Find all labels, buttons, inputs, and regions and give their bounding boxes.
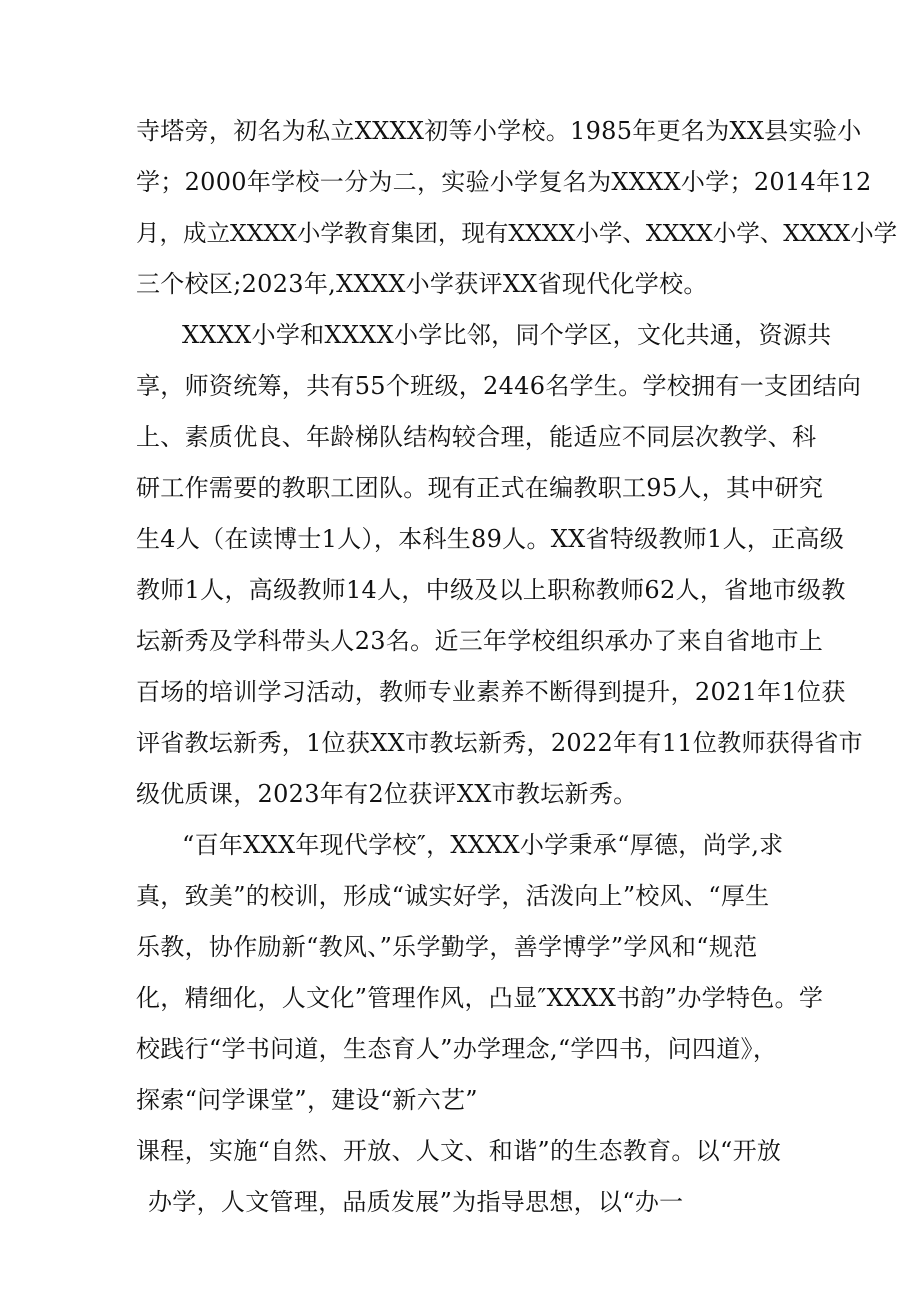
text-line: 课程，实施“自然、开放、人文、和谐”的生态教育。以“开放 xyxy=(136,1137,782,1165)
text-line: 化，精细化，人文化”管理作风，凸显″XXXX书韵”办学特色。学 xyxy=(136,984,824,1012)
text-line: 寺塔旁，初名为私立XXXX初等小学校。1985年更名为XX县实验小 xyxy=(136,117,862,145)
text-line: “百年XXX年现代学校″，XXXX小学秉承“厚德，尚学,求 xyxy=(182,831,784,859)
text-line: 生4人（在读博士1人），本科生89人。XX省特级教师1人，正高级 xyxy=(136,525,845,553)
text-line: 研工作需要的教职工团队。现有正式在编教职工95人，其中研究 xyxy=(136,474,824,502)
text-line: 探索“问学课堂”，建设“新六艺” xyxy=(136,1086,478,1114)
text-line: 级优质课，2023年有2位获评XX市教坛新秀。 xyxy=(136,780,638,808)
text-line: 百场的培训学习活动，教师专业素养不断得到提升，2021年1位获 xyxy=(136,678,846,706)
text-line: 月，成立XXXX小学教育集团，现有XXXX小学、XXXX小学、XXXX小学 xyxy=(136,219,898,247)
text-line: 评省教坛新秀，1位获XX市教坛新秀，2022年有11位教师获得省市 xyxy=(136,729,863,757)
text-line: 乐教，协作励新“教风、”乐学勤学，善学博学”学风和“规范 xyxy=(136,933,758,961)
text-line: 上、素质优良、年龄梯队结构较合理，能适应不同层次教学、科 xyxy=(136,423,817,451)
text-line: 教师1人，高级教师14人，中级及以上职称教师62人，省地市级教 xyxy=(136,576,846,604)
text-line: 享，师资统筹，共有55个班级，2446名学生。学校拥有一支团结向 xyxy=(136,372,862,400)
text-line: 真，致美”的校训，形成“诚实好学，活泼向上”校风、“厚生 xyxy=(136,882,770,910)
text-line: 办学，人文管理，品质发展”为指导思想，以“办一 xyxy=(148,1188,684,1216)
text-line: 学；2000年学校一分为二，实验小学复名为XXXX小学；2014年12 xyxy=(136,168,872,196)
text-line: 校践行“学书问道，生态育人”办学理念,“学四书，问四道》， xyxy=(136,1035,778,1063)
text-line: 三个校区;2023年,XXXX小学获评XX省现代化学校。 xyxy=(136,270,708,298)
text-line: 坛新秀及学科带头人23名。近三年学校组织承办了来自省地市上 xyxy=(136,627,824,655)
text-line: XXXX小学和XXXX小学比邻，同个学区，文化共通，资源共 xyxy=(182,321,832,349)
